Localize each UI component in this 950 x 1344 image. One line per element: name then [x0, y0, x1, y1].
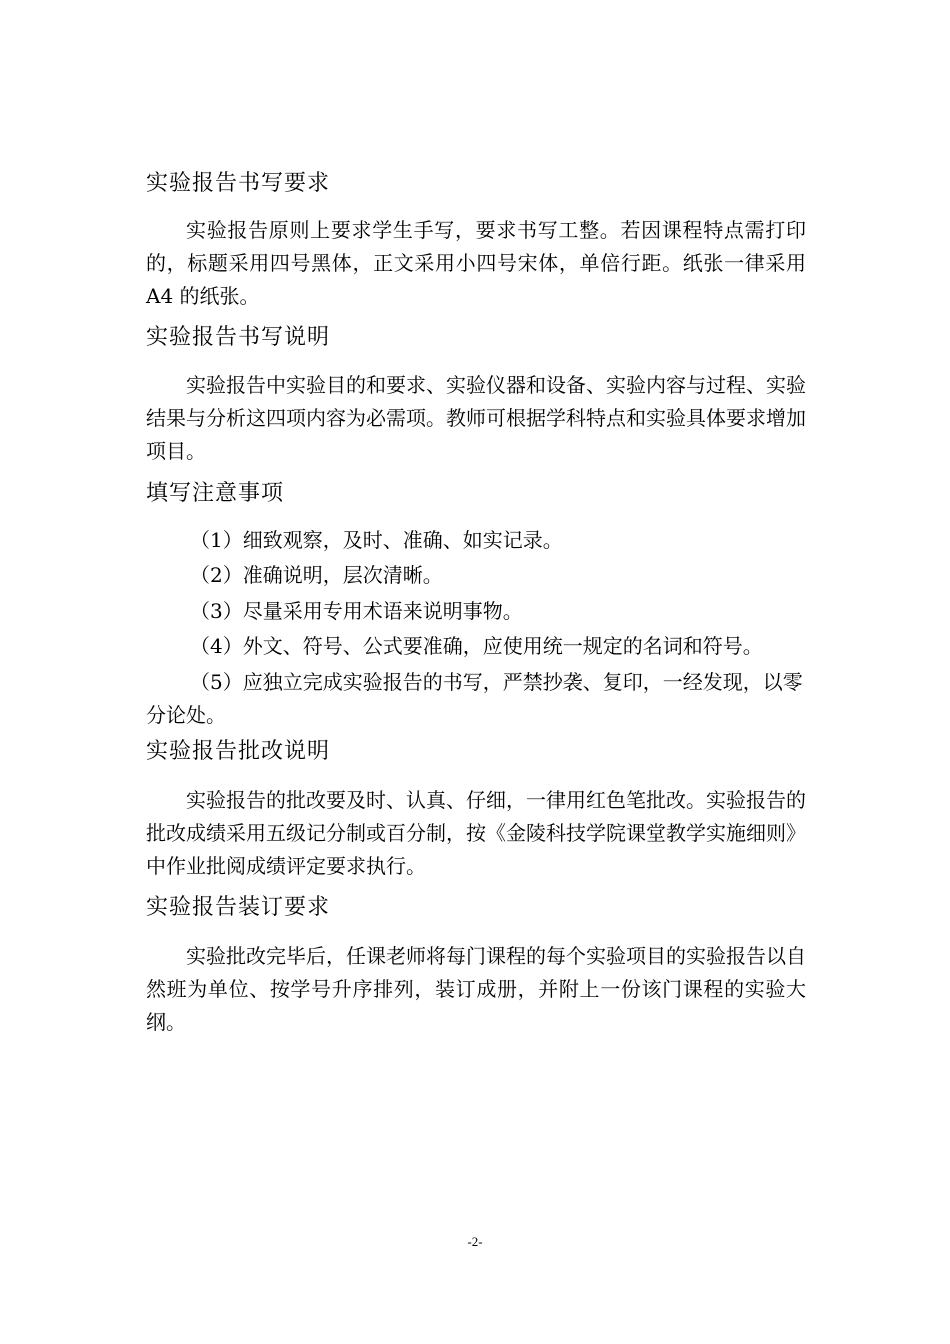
list-item: （2）准确说明，层次清晰。	[190, 563, 443, 587]
list-item: （1）细致观察，及时、准确、如实记录。	[190, 528, 563, 552]
section-body-writing-instructions: 实验报告中实验目的和要求、实验仪器和设备、实验内容与过程、实验结果与分析这四项内容为必需项。教师可根据学科特点和实验具体要求增加项目。	[146, 373, 806, 463]
section-body-writing-requirements: 实验报告原则上要求学生手写，要求书写工整。若因课程特点需打印的，标题采用四号黑体，正文采用小四号宋体，单倍行距。纸张一律采用 A4 的纸张。	[146, 218, 806, 308]
section-heading-notes: 填写注意事项	[146, 481, 285, 506]
section-heading-grading: 实验报告批改说明	[146, 739, 331, 764]
section-heading-binding: 实验报告装订要求	[146, 895, 331, 920]
section-body-binding: 实验批改完毕后，任课老师将每门课程的每个实验项目的实验报告以自然班为单位、按学号升序排列，装订成册，并附上一份该门课程的实验大纲。	[146, 944, 806, 1034]
section-body-grading: 实验报告的批改要及时、认真、仔细，一律用红色笔批改。实验报告的批改成绩采用五级记分制或百分制，按《金陵科技学院课堂教学实施细则》中作业批阅成绩评定要求执行。	[146, 788, 806, 878]
section-heading-writing-requirements: 实验报告书写要求	[146, 171, 331, 196]
section-heading-writing-instructions: 实验报告书写说明	[146, 325, 331, 350]
page-number: -2-	[467, 1234, 483, 1249]
list-item: （4）外文、符号、公式要准确，应使用统一规定的名词和符号。	[190, 634, 763, 658]
list-item: （5）应独立完成实验报告的书写，严禁抄袭、复印，一经发现，以零分论处。	[146, 670, 803, 727]
list-item: （3）尽量采用专用术语来说明事物。	[190, 599, 523, 623]
